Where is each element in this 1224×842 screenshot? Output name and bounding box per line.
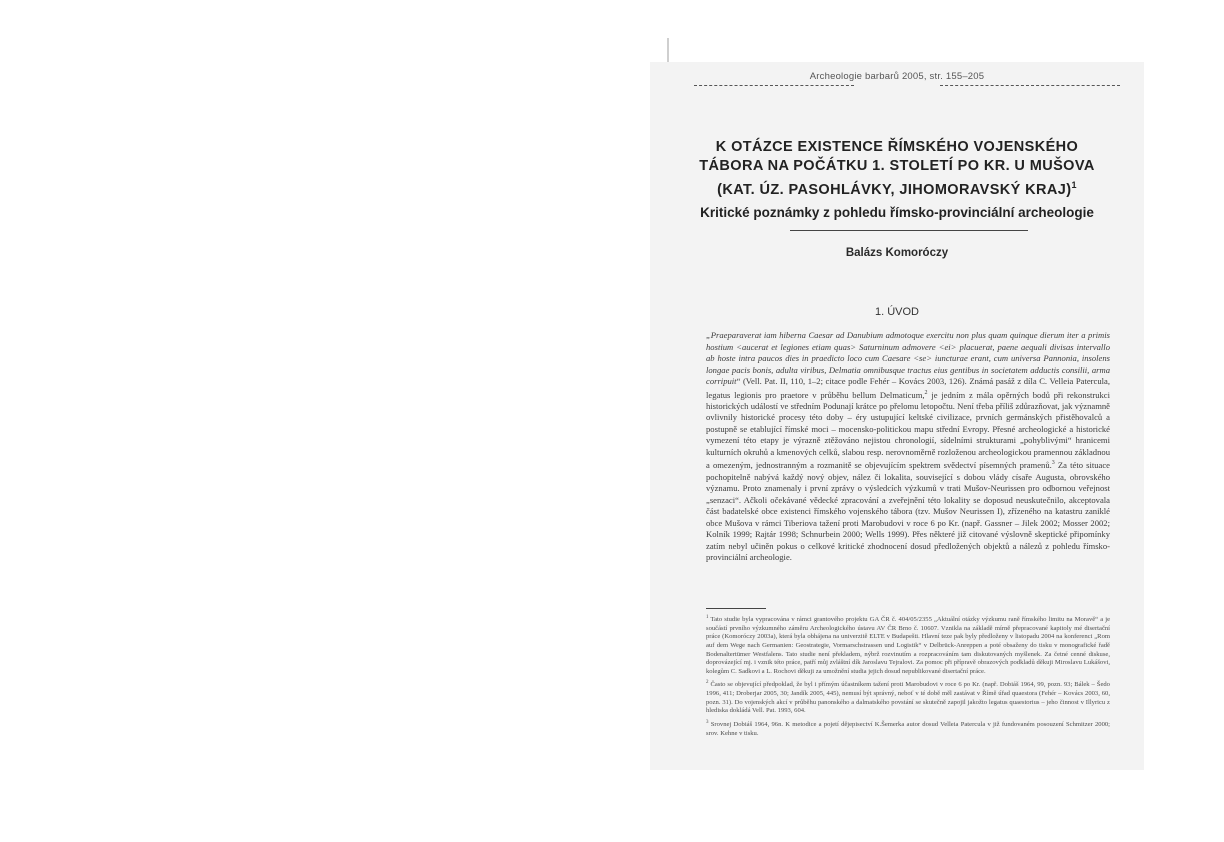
title-footnote-mark: 1 (1071, 180, 1077, 190)
section-heading: 1. ÚVOD (874, 306, 919, 318)
title-line-3 (690, 176, 1104, 200)
body-paragraph (706, 330, 1110, 564)
subtitle-rule (790, 230, 1028, 231)
header-rule-left (694, 85, 854, 86)
author-name: Balázs Komoróczy (845, 247, 949, 259)
title-line-1: K OTÁZCE EXISTENCE ŘÍMSKÉHO VOJENSKÉHO (715, 139, 1079, 155)
body-part-2: je jedním z mála opěrných bodů při rekonstrukci historických událostí ve středním Podunají krátce po přelomu letopočtu. Není třeba příliš zdůrazňovat, jak významně ovlivnily historické procesy této doby – éry ustupující keltské civilizace, prvních germánských přistěhovalců a postupně se etablující římské moci – mocensko-politickou mapu střední Evropy. Přesné archeologické a historické vymezení této etapy je výrazně ztěžováno nejistou chronologií, sídelními strukturami „pohyblivými“ hranicemi kulturních okruhů a kmenových celků, slabou resp. nerovnoměrně rozloženou archeologickou pramennou základnou a omezeným, jednostranným a rozmanitě se objevujícím spektrem svědectví písemných pramenů. (706, 389, 1111, 471)
body-part-3: Za této situace pochopitelně nabývá každý nový objev, nález či lokalita, související s dobou vlády císaře Augusta, obrovského významu. Proto znamenaly i první zprávy o výsledcích výzkumů v trati Mušov-Neurissen pro odbornou veřejnost „senzaci“. Ačkoli očekávané vědecké zpracování a zveřejnění této lokality se doposud neuskutečnilo, akceptovala část badatelské obce existenci římského vojenského tábora (tzv. Mušov Neurissen I), zřízeného na katastru zaniklé obce Mušova v rámci Tiberiova tažení proti Marobudovi v roce 6 po Kr. (např. Gassner – Jilek 2002; Mosser 2002; Kolník 1999; Rajtár 1998; Schnurbein 2000; Wells 1999). Přes některé již citované výslovně skeptické připomínky zatím nebyl učiněn pokus o celkové kritické zhodnocení dosud předložených objektů a nálezů z pohledu římsko-provinciální archeologie. (706, 460, 1110, 563)
footnote-3-text: Srovnej Dobiáš 1964, 96n. K metodice a pojetí dějepisectví K.Šemerka autor dosud Velleia Patercula v již fundovaném posouzení Schmitzer 2000; srov. Kehne v tisku. (706, 721, 1110, 737)
footnote-2 (706, 679, 1110, 716)
footnote-2-num: 2 (706, 680, 709, 686)
running-head: Archeologie barbarů 2005, str. 155–205 (809, 71, 985, 82)
footnote-3 (706, 719, 1110, 738)
footnotes (706, 614, 1110, 741)
footnote-ref-2: 2 (924, 389, 928, 396)
footnote-1-num: 1 (706, 615, 709, 620)
footnote-1-text: Tato studie byla vypracována v rámci grantového projektu GA ČR č. 404/05/2355 „Aktuální otázky výzkumu raně římského limitu na Moravě“ a je součástí prvního výzkumného záměru Archeologického ústavu AV ČR Brno č. 10607. Vznikla na základě mírně přepracované kapitoly mé disertační práce (Komoróczy 2003a), která byla obhájena na univerzitě ELTE v Budapešti. Hlavní teze pak byly předloženy v listopadu 2004 na konferenci „Rom auf dem Wege nach Germanien: Geostrategie, Vormarschstrassen und Logistik“ v Delbrück-Anreppen a poté obsaženy do tisku v monografické řadě Bodenaltertümer Westfalens. Tato studie není překladem, nýbrž rozvinutím a rozpracováním tam diskutovaných myšlenek. Za četné cenné diskuse, doprovázející mj. i vznik této práce, patří můj zvláštní dík Jaroslavu Tejralovi. Za pomoc při přípravě obrazových podkladů děkuji Miroslavu Lukášovi, kolegům C. Sadkovi a L. Rochovi děkuji za umožnění studia jejich dosud nepublikované disertační práce. (706, 616, 1111, 675)
title-line-3-text: (KAT. ÚZ. PASOHLÁVKY, JIHOMORAVSKÝ KRAJ) (717, 181, 1072, 198)
footnote-2-text: Často se objevující předpoklad, že byl i přímým účastníkem tažení proti Marobudovi v roce 6 po Kr. (např. Dobiáš 1964, 99, pozn. 93; Bálek – Šedo 1996, 411; Droberjar 2005, 30; Jandík 2005, 445), nemusí být správný, neboť v té době měl zastávat v Římě úřad quaestora (Fehér – Kovács 2003, 60, pozn. 31). Do vojenských akcí v průběhu panonského a dalmatského povstání se skutečně zapojil jakožto legatus quaestorius – jeho činnost v Illyricu z hlediska dokládá Vell. Pat. 1993, 604. (706, 681, 1110, 715)
quote-close: “ (736, 376, 741, 386)
body-part-1: (Vell. Pat. II, 110, 1–2; citace podle Fehér – Kovács 2003, 126). Známá pasáž z díla C. Velleia Patercula, legatus legionis pro praetore v průběhu bellum Delmaticum, (706, 376, 1110, 400)
article-subtitle: Kritické poznámky z pohledu římsko-provinciální archeologie (700, 205, 1094, 220)
footnote-ref-3: 3 (1051, 460, 1055, 467)
footnote-3-num: 3 (706, 719, 709, 725)
article-title (690, 138, 1104, 200)
title-line-2: TÁBORA NA POČÁTKU 1. STOLETÍ PO KR. U MUŠOVA (699, 158, 1095, 174)
footnote-1 (706, 614, 1110, 676)
header-rule-right (940, 85, 1120, 86)
footnote-separator (706, 608, 766, 609)
body-text (706, 330, 1110, 564)
latin-quote: „Praeparaverat iam hiberna Caesar ad Danubium admotoque exercitu non plus quam quinque dierum iter a primis hostium <aucerat et legiones etiam quas> Saturninum admovere <ei> placuerat, paene aequali divisas intervallo ab hoste intra paucos dies in praedicto loco cum Caesare <se> iuncturae erant, cum universa Pannonia, insolens longae pacis bonis, adulta viribus, Delmatia omnibusque tractus eius gentibus in societatem adductis consilii, arma corripuit (706, 330, 1110, 386)
document-page (650, 62, 1144, 770)
